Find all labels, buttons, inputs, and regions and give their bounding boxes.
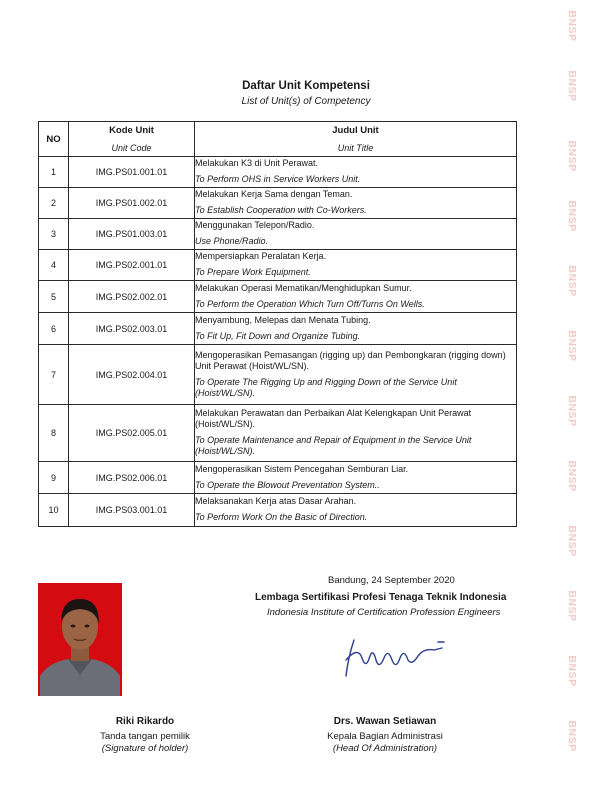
holder-name: Riki Rikardo <box>115 716 175 727</box>
table-row <box>39 494 517 527</box>
header-code-label: Kode Unit <box>109 125 154 136</box>
row-number: 3 <box>39 219 69 250</box>
watermark-text: BNSP <box>566 330 578 362</box>
unit-title: Menggunakan Telepon/Radio. <box>195 220 315 230</box>
unit-code: IMG.PS03.001.01 <box>69 494 195 527</box>
signatory-role-en: (Head Of Administration) <box>332 743 438 754</box>
unit-title: Melaksanakan Kerja atas Dasar Arahan. <box>195 496 357 506</box>
unit-title-en: To Perform Work On the Basic of Direction. <box>195 512 368 522</box>
unit-title-cell <box>195 188 517 219</box>
header-code <box>69 122 195 157</box>
row-number: 5 <box>39 281 69 313</box>
institution-name-en: Indonesia Institute of Certification Profession Engineers <box>267 607 501 618</box>
unit-code: IMG.PS02.002.01 <box>69 281 195 313</box>
watermark-text: BNSP <box>566 460 578 492</box>
unit-title-cell <box>195 345 517 405</box>
institution-name: Lembaga Sertifikasi Profesi Tenaga Teknik Indonesia <box>255 592 507 603</box>
watermark-text: BNSP <box>566 265 578 297</box>
unit-title-en: Use Phone/Radio. <box>195 236 269 246</box>
header-no: NO <box>39 122 69 157</box>
header-title <box>195 122 517 157</box>
signing-date: Bandung, 24 September 2020 <box>328 575 455 586</box>
unit-title-cell <box>195 281 517 313</box>
unit-title-cell <box>195 219 517 250</box>
unit-title-en: To Perform OHS in Service Workers Unit. <box>195 174 361 184</box>
table-row <box>39 313 517 345</box>
unit-code: IMG.PS02.006.01 <box>69 462 195 494</box>
table-row <box>39 188 517 219</box>
header-code-label-en: Unit Code <box>111 143 152 153</box>
row-number: 1 <box>39 157 69 188</box>
unit-code: IMG.PS01.003.01 <box>69 219 195 250</box>
watermark-text: BNSP <box>566 70 578 102</box>
unit-title: Mengoperasikan Sistem Pencegahan Semburan Liar. <box>195 463 409 474</box>
watermark-text: BNSP <box>566 655 578 687</box>
unit-code: IMG.PS02.004.01 <box>69 345 195 405</box>
table-row <box>39 281 517 313</box>
unit-title: Melakukan Perawatan dan Perbaikan Alat Kelengkapan Unit Perawat (Hoist/WL/SN). <box>195 408 472 429</box>
unit-title-cell <box>195 494 517 527</box>
unit-code: IMG.PS02.001.01 <box>69 250 195 281</box>
unit-title: Melakukan Kerja Sama dengan Teman. <box>195 189 353 199</box>
unit-title-en: To Perform the Operation Which Turn Off/Turns On Wells. <box>195 298 425 309</box>
watermark-text: BNSP <box>566 590 578 622</box>
unit-title-en: To Prepare Work Equipment. <box>195 267 311 277</box>
competency-table <box>38 121 517 527</box>
table-row <box>39 462 517 494</box>
unit-title-cell <box>195 462 517 494</box>
signatory-name: Drs. Wawan Setiawan <box>333 716 437 727</box>
watermark-strip <box>552 0 592 792</box>
table-header-row <box>39 122 517 157</box>
row-number: 6 <box>39 313 69 345</box>
unit-title-en: To Operate Maintenance and Repair of Equipment in the Service Unit (Hoist/WL/SN). <box>195 435 472 456</box>
holder-photo <box>38 583 122 696</box>
signatory-role: Kepala Bagian Administrasi <box>327 731 443 742</box>
watermark-text: BNSP <box>566 140 578 172</box>
table-row <box>39 157 517 188</box>
header-title-label-en: Unit Title <box>337 143 374 153</box>
row-number: 7 <box>39 345 69 405</box>
watermark-text: BNSP <box>566 525 578 557</box>
watermark-text: BNSP <box>566 10 578 42</box>
row-number: 10 <box>39 494 69 527</box>
unit-code: IMG.PS01.001.01 <box>69 157 195 188</box>
unit-title: Menyambung, Melepas dan Menata Tubing. <box>195 314 371 325</box>
person-portrait-image <box>38 583 122 696</box>
unit-title-en: To Operate The Rigging Up and Rigging Down of the Service Unit (Hoist/WL/SN). <box>195 376 457 398</box>
row-number: 4 <box>39 250 69 281</box>
table-row <box>39 405 517 462</box>
unit-title-cell <box>195 157 517 188</box>
header-title-label: Judul Unit <box>332 125 379 136</box>
unit-title: Mempersiapkan Peralatan Kerja. <box>195 251 327 261</box>
watermark-text: BNSP <box>566 200 578 232</box>
holder-signature-label-en: (Signature of holder) <box>101 743 189 754</box>
unit-code: IMG.PS02.005.01 <box>69 405 195 462</box>
handwritten-signature <box>340 636 450 678</box>
watermark-text: BNSP <box>566 395 578 427</box>
unit-title-en: To Fit Up, Fit Down and Organize Tubing. <box>195 330 361 341</box>
unit-title: Mengoperasikan Pemasangan (rigging up) dan Pembongkaran (rigging down) Unit Perawat (Hoist/WL/SN). <box>195 349 506 371</box>
row-number: 9 <box>39 462 69 494</box>
unit-title: Melakukan Operasi Mematikan/Menghidupkan Sumur. <box>195 282 412 293</box>
table-row <box>39 345 517 405</box>
row-number: 8 <box>39 405 69 462</box>
unit-title-en: To Operate the Blowout Preventation System.. <box>195 479 380 490</box>
unit-title-en: To Establish Cooperation with Co-Workers. <box>195 205 367 215</box>
unit-title-cell <box>195 250 517 281</box>
unit-title: Melakukan K3 di Unit Perawat. <box>195 158 319 168</box>
watermark-text: BNSP <box>566 720 578 752</box>
unit-code: IMG.PS01.002.01 <box>69 188 195 219</box>
table-row <box>39 219 517 250</box>
row-number: 2 <box>39 188 69 219</box>
page-subtitle: List of Unit(s) of Competency <box>241 96 371 107</box>
unit-title-cell <box>195 313 517 345</box>
page-title: Daftar Unit Kompetensi <box>242 80 370 92</box>
table-row <box>39 250 517 281</box>
unit-title-cell <box>195 405 517 462</box>
holder-signature-label: Tanda tangan pemilik <box>100 731 190 742</box>
unit-code: IMG.PS02.003.01 <box>69 313 195 345</box>
